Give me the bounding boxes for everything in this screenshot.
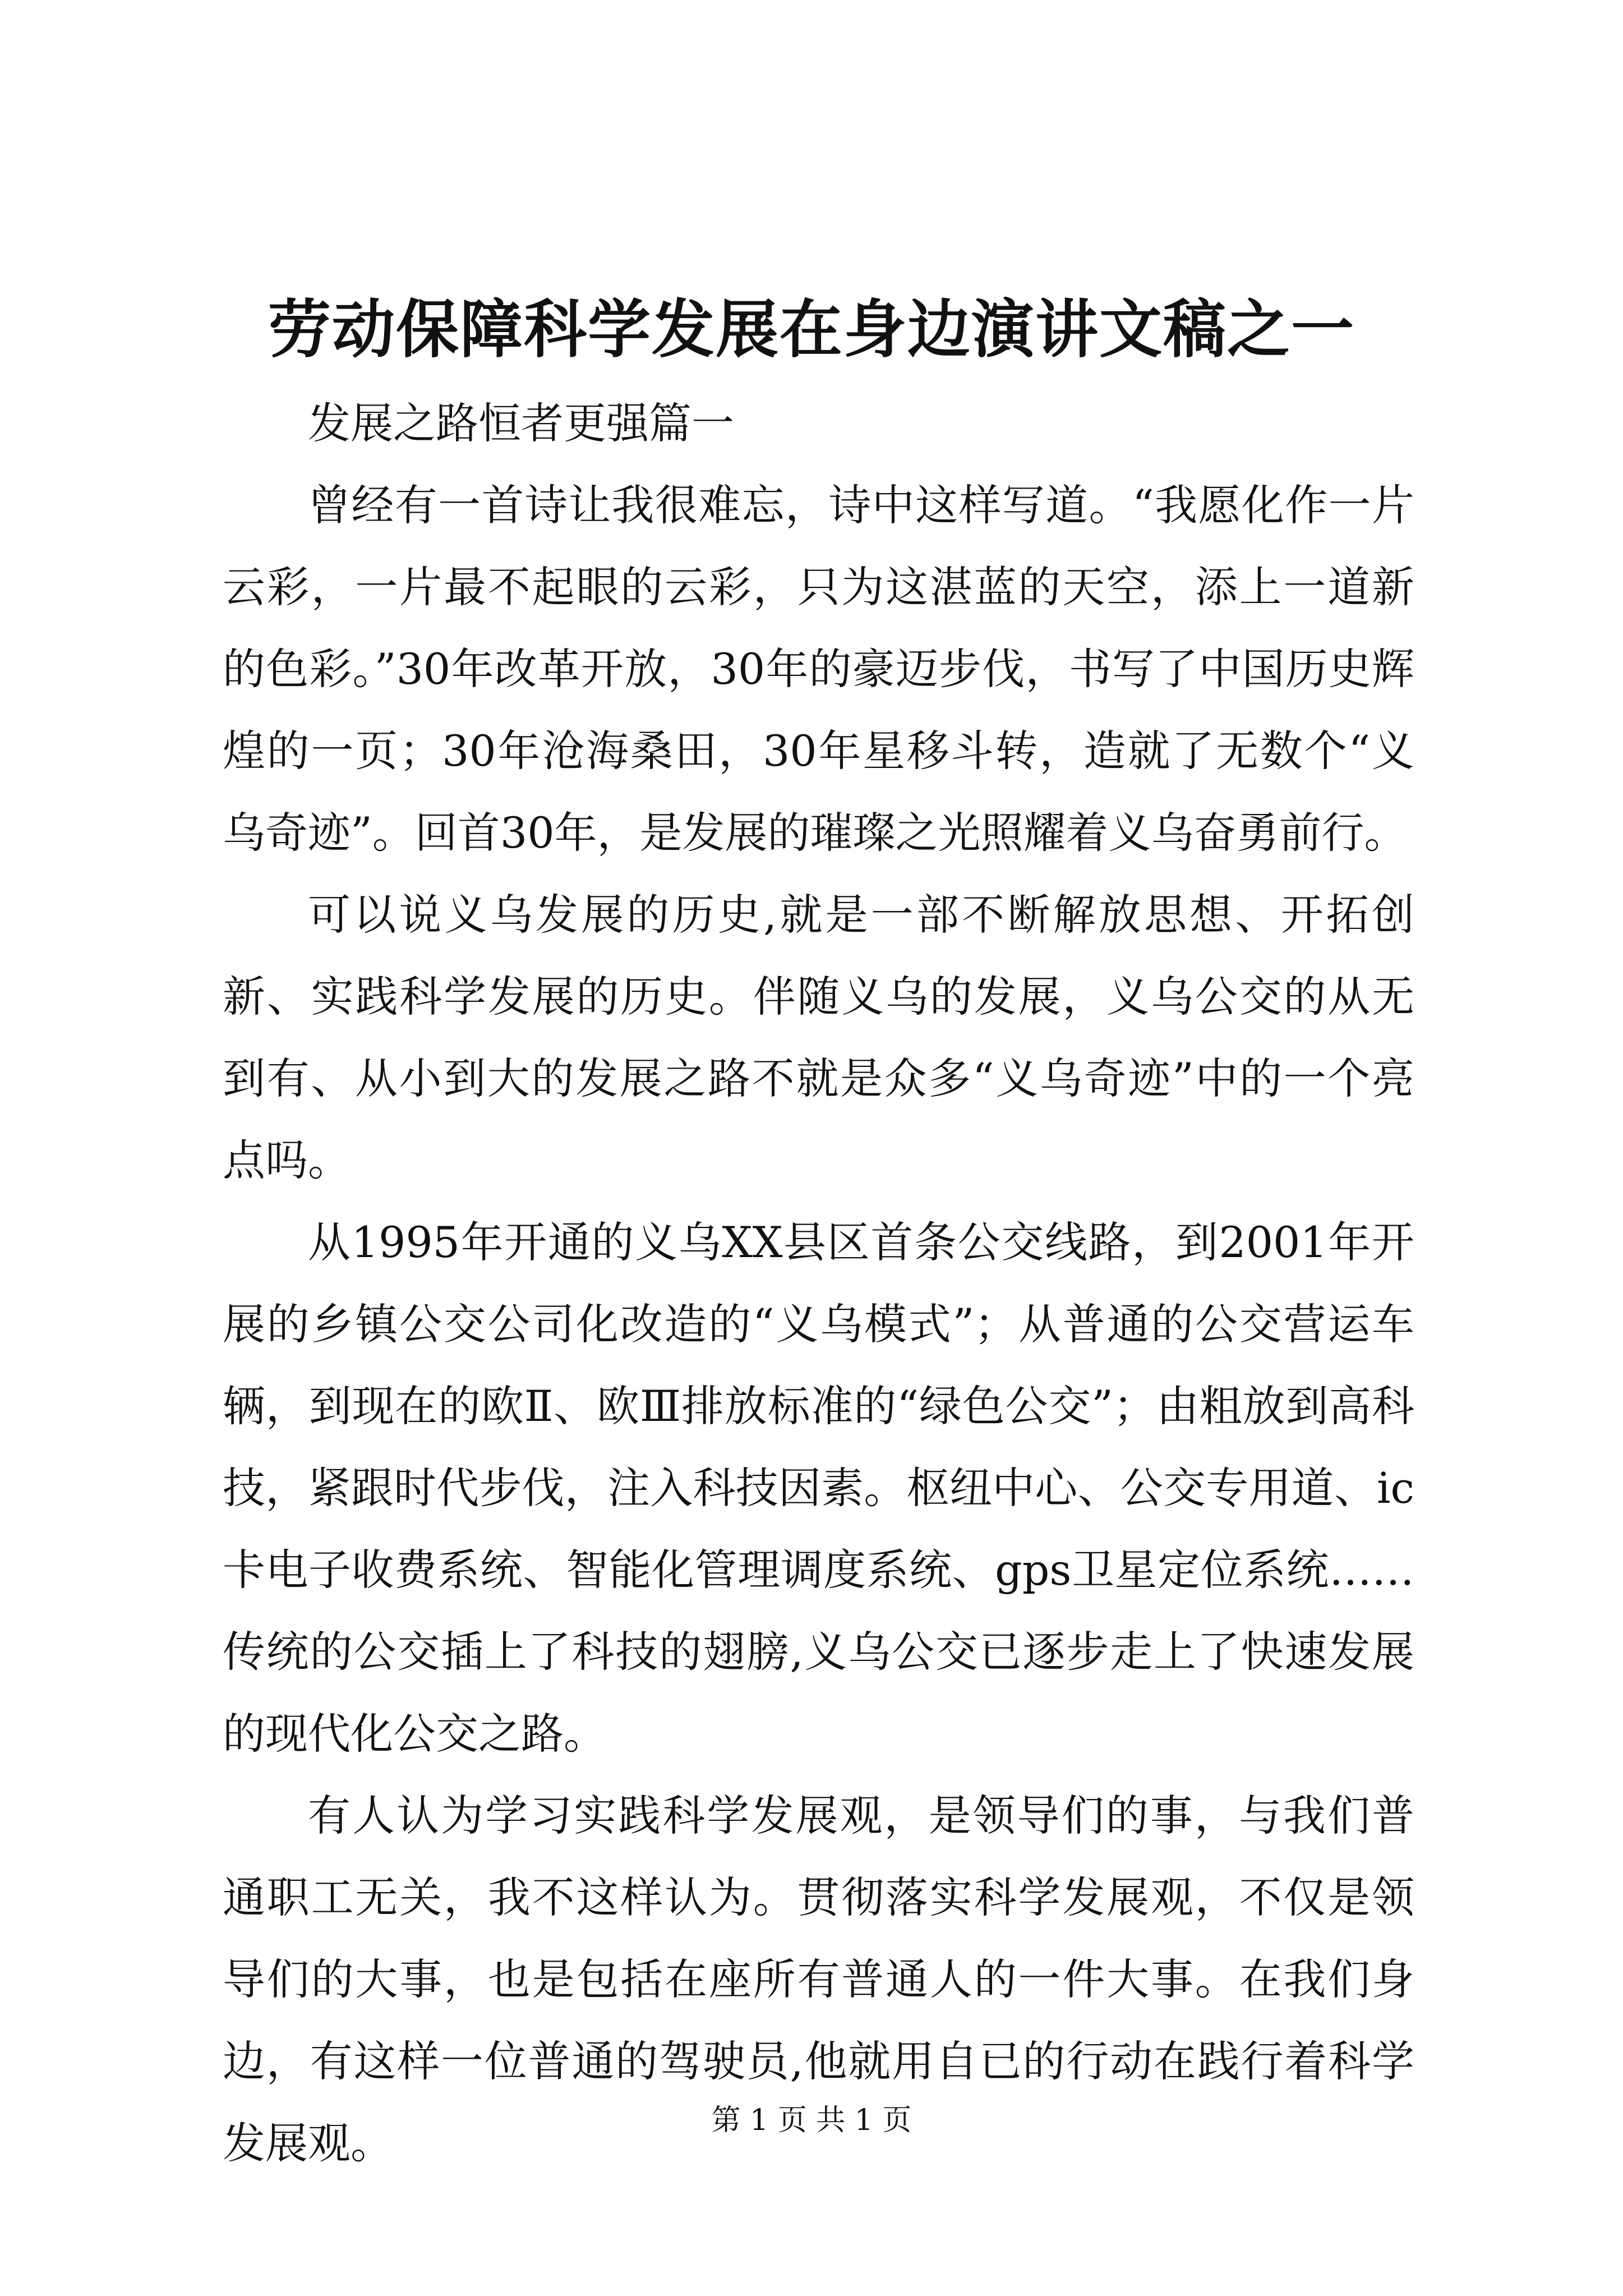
page-footer: 第 1 页 共 1 页 <box>711 2104 912 2137</box>
document-title: 劳动保障科学发展在身边演讲文稿之一 <box>268 293 1355 366</box>
document-body <box>223 383 1414 2184</box>
paragraph-1: 曾经有一首诗让我很难忘，诗中这样写道。“我愿化作一片云彩，一片最不起眼的云彩，只为这湛蓝的天空，添上一道新的色彩。”30年改革开放，30年的豪迈步伐，书写了中国历史辉煌的一页；30年沧海桑田，30年星移斗转，造就了无数个“义乌奇迹”。回首30年，是发展的璀璨之光照耀着义乌奋勇前行。 <box>223 480 1414 858</box>
paragraph-4: 有人认为学习实践科学发展观，是领导们的事，与我们普通职工无关，我不这样认为。贯彻落实科学发展观，不仅是领导们的大事，也是包括在座所有普通人的一件大事。在我们身边，有这样一位普通的驾驶员,他就用自已的行动在践行着科学发展观。 <box>223 1791 1414 2168</box>
paragraph-3: 从1995年开通的义乌XX县区首条公交线路，到2001年开展的乡镇公交公司化改造的“义乌模式”；从普通的公交营运车辆，到现在的欧Ⅱ、欧Ⅲ排放标准的“绿色公交”；由粗放到高科技，紧跟时代步伐，注入科技因素。枢纽中心、公交专用道、ic卡电子收费系统、智能化管理调度系统、gps卫星定位系统……传统的公交插上了科技的翅膀,义乌公交已逐步走上了快速发展的现代化公交之路。 <box>223 1217 1414 1759</box>
document-subtitle: 发展之路恒者更强篇一 <box>308 398 734 448</box>
paragraph-2: 可以说义乌发展的历史,就是一部不断解放思想、开拓创新、实践科学发展的历史。伴随义乌的发展，义乌公交的从无到有、从小到大的发展之路不就是众多“义乌奇迹”中的一个亮点吗。 <box>223 890 1414 1185</box>
